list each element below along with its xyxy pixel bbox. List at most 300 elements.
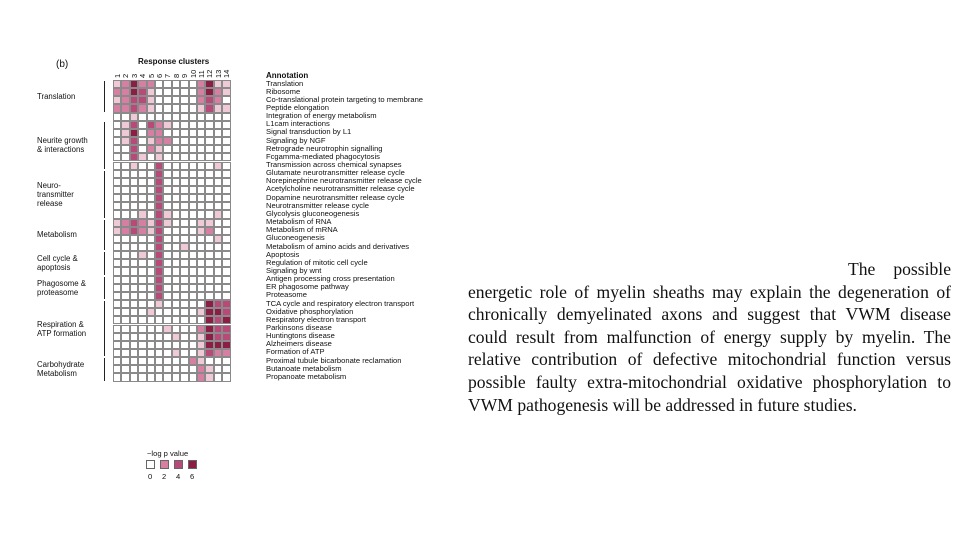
heatmap-cell <box>197 325 205 333</box>
row-label: Propanoate metabolism <box>266 371 347 381</box>
row-label: Proteasome <box>266 290 307 300</box>
heatmap-cell <box>155 194 163 202</box>
heatmap-cell <box>138 300 146 308</box>
heatmap-cell <box>138 276 146 284</box>
heatmap-cell <box>205 219 213 227</box>
heatmap-cell <box>113 341 121 349</box>
heatmap-cell <box>147 137 155 145</box>
heatmap-cell <box>163 121 171 129</box>
heatmap-cell <box>163 219 171 227</box>
heatmap-cell <box>172 276 180 284</box>
heatmap-cell <box>172 194 180 202</box>
heatmap-cell <box>197 276 205 284</box>
heatmap-cell <box>180 104 188 112</box>
heatmap-cell <box>113 300 121 308</box>
heatmap-cell <box>130 121 138 129</box>
column-label-12: 12 <box>205 69 215 78</box>
heatmap-cell <box>155 88 163 96</box>
heatmap-cell <box>222 235 230 243</box>
heatmap-cell <box>163 210 171 218</box>
heatmap-cell <box>130 365 138 373</box>
heatmap-cell <box>214 104 222 112</box>
heatmap-cell <box>180 251 188 259</box>
heatmap-cell <box>222 333 230 341</box>
column-label-4: 4 <box>138 73 148 78</box>
heatmap-cell <box>147 235 155 243</box>
column-label-13: 13 <box>213 69 223 78</box>
heatmap-cell <box>172 300 180 308</box>
heatmap-cell <box>180 145 188 153</box>
heatmap-cell <box>214 88 222 96</box>
row-label: Signaling by wnt <box>266 265 322 275</box>
heatmap-cell <box>155 104 163 112</box>
heatmap-cell <box>163 145 171 153</box>
heatmap-cell <box>214 210 222 218</box>
group-bracket <box>104 220 105 251</box>
row-label: Regulation of mitotic cell cycle <box>266 257 368 267</box>
heatmap-cell <box>189 251 197 259</box>
heatmap-cell <box>205 170 213 178</box>
heatmap-cell <box>163 80 171 88</box>
heatmap-cell <box>113 137 121 145</box>
heatmap-cell <box>222 357 230 365</box>
heatmap-cell <box>172 80 180 88</box>
heatmap-cell <box>205 80 213 88</box>
heatmap-cell <box>222 316 230 324</box>
heatmap-cell <box>180 194 188 202</box>
heatmap-cell <box>189 202 197 210</box>
heatmap-cell <box>155 219 163 227</box>
heatmap-cell <box>189 137 197 145</box>
row-label: Metabolism of RNA <box>266 217 332 227</box>
heatmap-cell <box>180 316 188 324</box>
heatmap-cell <box>172 145 180 153</box>
heatmap-cell <box>205 210 213 218</box>
heatmap-cell <box>172 219 180 227</box>
heatmap-cell <box>180 210 188 218</box>
heatmap-cell <box>172 357 180 365</box>
heatmap-cell <box>138 219 146 227</box>
heatmap-cell <box>180 292 188 300</box>
group-bracket <box>104 171 105 218</box>
column-label-14: 14 <box>222 69 232 78</box>
heatmap-cell <box>172 292 180 300</box>
heatmap-cell <box>222 113 230 121</box>
heatmap-cell <box>180 325 188 333</box>
group-label: Neuro- transmitter release <box>37 180 74 208</box>
heatmap-cell <box>214 235 222 243</box>
column-label-1: 1 <box>113 73 122 78</box>
heatmap-cell <box>222 88 230 96</box>
row-label: Integration of energy metabolism <box>266 111 377 121</box>
heatmap-cell <box>197 251 205 259</box>
heatmap-cell <box>197 316 205 324</box>
heatmap-cell <box>113 80 121 88</box>
heatmap-cell <box>163 316 171 324</box>
heatmap-cell <box>197 170 205 178</box>
heatmap-cell <box>155 276 163 284</box>
heatmap-cell <box>121 121 129 129</box>
heatmap-cell <box>155 227 163 235</box>
heatmap-cell <box>163 162 171 170</box>
heatmap-cell <box>138 129 146 137</box>
heatmap-cell <box>163 276 171 284</box>
heatmap-cell <box>189 162 197 170</box>
heatmap-cell <box>172 210 180 218</box>
heatmap-cell <box>205 276 213 284</box>
heatmap-cell <box>130 178 138 186</box>
heatmap-cell <box>189 129 197 137</box>
heatmap-cell <box>130 186 138 194</box>
legend-swatch <box>188 460 197 469</box>
row-label: Apoptosis <box>266 249 300 259</box>
heatmap-cell <box>172 137 180 145</box>
heatmap-cell <box>197 259 205 267</box>
heatmap-cell <box>205 365 213 373</box>
heatmap-cell <box>138 292 146 300</box>
heatmap-cell <box>197 349 205 357</box>
heatmap-cell <box>180 300 188 308</box>
heatmap-cell <box>163 341 171 349</box>
heatmap-cell <box>197 129 205 137</box>
row-label: Fcgamma-mediated phagocytosis <box>266 151 380 161</box>
heatmap-cell <box>172 202 180 210</box>
heatmap-cell <box>138 121 146 129</box>
heatmap-cell <box>147 292 155 300</box>
heatmap-cell <box>197 267 205 275</box>
heatmap-cell <box>130 227 138 235</box>
heatmap-cell <box>197 202 205 210</box>
heatmap-cell <box>138 80 146 88</box>
heatmap-cell <box>214 219 222 227</box>
heatmap-cell <box>138 349 146 357</box>
heatmap-cell <box>163 365 171 373</box>
heatmap-cell <box>130 104 138 112</box>
heatmap-cell <box>138 162 146 170</box>
heatmap-cell <box>180 178 188 186</box>
heatmap-cell <box>222 276 230 284</box>
heatmap-cell <box>197 96 205 104</box>
heatmap-cell <box>155 235 163 243</box>
column-label-2: 2 <box>121 73 131 78</box>
heatmap-cell <box>121 276 129 284</box>
column-label-9: 9 <box>180 73 190 78</box>
heatmap-cell <box>121 325 129 333</box>
heatmap-cell <box>130 349 138 357</box>
heatmap-cell <box>214 178 222 186</box>
heatmap-cell <box>205 178 213 186</box>
heatmap-cell <box>147 276 155 284</box>
heatmap-cell <box>113 308 121 316</box>
heatmap-cell <box>189 259 197 267</box>
row-label: Huntingtons disease <box>266 331 335 341</box>
heatmap-cell <box>189 194 197 202</box>
heatmap-cell <box>180 243 188 251</box>
heatmap-cell <box>205 137 213 145</box>
heatmap-cell <box>172 227 180 235</box>
heatmap-cell <box>205 194 213 202</box>
heatmap-cell <box>222 284 230 292</box>
heatmap-cell <box>222 80 230 88</box>
heatmap-cell <box>214 341 222 349</box>
heatmap-cell <box>180 284 188 292</box>
heatmap-cell <box>121 88 129 96</box>
heatmap-cell <box>197 357 205 365</box>
heatmap-cell <box>222 365 230 373</box>
group-bracket <box>104 358 105 380</box>
heatmap-cell <box>147 170 155 178</box>
heatmap-cell <box>172 325 180 333</box>
heatmap-cell <box>113 96 121 104</box>
heatmap-cell <box>197 292 205 300</box>
heatmap-cell <box>113 202 121 210</box>
heatmap-cell <box>121 365 129 373</box>
heatmap-cell <box>189 88 197 96</box>
group-label: Phagosome & proteasome <box>37 278 86 297</box>
heatmap-cell <box>180 88 188 96</box>
heatmap-cell <box>180 333 188 341</box>
group-bracket <box>104 252 105 274</box>
heatmap-cell <box>147 210 155 218</box>
heatmap-cell <box>214 170 222 178</box>
heatmap-cell <box>138 194 146 202</box>
group-label: Translation <box>37 91 76 101</box>
heatmap-cell <box>189 276 197 284</box>
heatmap-cell <box>163 129 171 137</box>
heatmap-cell <box>155 251 163 259</box>
row-label: Proximal tubule bicarbonate reclamation <box>266 355 402 365</box>
heatmap-cell <box>130 259 138 267</box>
heatmap-cell <box>205 292 213 300</box>
heatmap-cell <box>147 113 155 121</box>
heatmap-cell <box>138 373 146 381</box>
heatmap-cell <box>147 267 155 275</box>
heatmap-cell <box>130 251 138 259</box>
heatmap-cell <box>189 80 197 88</box>
heatmap-cell <box>147 300 155 308</box>
heatmap-cell <box>189 292 197 300</box>
heatmap-cell <box>180 129 188 137</box>
heatmap-cell <box>113 235 121 243</box>
heatmap-cell <box>147 373 155 381</box>
heatmap-cell <box>138 227 146 235</box>
heatmap-cell <box>163 96 171 104</box>
heatmap-cell <box>113 251 121 259</box>
heatmap-cell <box>121 341 129 349</box>
heatmap-cell <box>113 219 121 227</box>
heatmap-cell <box>147 178 155 186</box>
heatmap-cell <box>180 357 188 365</box>
heatmap-cell <box>138 104 146 112</box>
heatmap-cell <box>222 251 230 259</box>
heatmap-cell <box>180 162 188 170</box>
heatmap-cell <box>155 96 163 104</box>
heatmap-cell <box>205 153 213 161</box>
heatmap-cell <box>172 88 180 96</box>
heatmap-cell <box>155 153 163 161</box>
heatmap-cell <box>121 96 129 104</box>
heatmap-cell <box>214 202 222 210</box>
heatmap-cell <box>222 308 230 316</box>
heatmap-cell <box>197 333 205 341</box>
heatmap-cell <box>130 202 138 210</box>
heatmap-cell <box>180 235 188 243</box>
heatmap-cell <box>155 145 163 153</box>
heatmap-cell <box>121 284 129 292</box>
heatmap-cell <box>189 341 197 349</box>
heatmap-cell <box>222 373 230 381</box>
heatmap-cell <box>189 349 197 357</box>
heatmap-cell <box>172 308 180 316</box>
column-label-11: 11 <box>197 70 206 78</box>
heatmap-cell <box>155 284 163 292</box>
heatmap-cell <box>214 80 222 88</box>
heatmap-cell <box>214 308 222 316</box>
heatmap-cell <box>214 145 222 153</box>
heatmap-cell <box>189 113 197 121</box>
heatmap-cell <box>172 349 180 357</box>
heatmap-cell <box>172 251 180 259</box>
heatmap-cell <box>138 210 146 218</box>
heatmap-cell <box>113 316 121 324</box>
heatmap-cell <box>222 194 230 202</box>
row-label: Neurotransmitter release cycle <box>266 200 369 210</box>
heatmap-cell <box>138 357 146 365</box>
heatmap-cell <box>130 137 138 145</box>
heatmap-cell <box>130 341 138 349</box>
heatmap-cell <box>180 219 188 227</box>
heatmap-cell <box>222 210 230 218</box>
heatmap-cell <box>189 121 197 129</box>
heatmap-cell <box>121 153 129 161</box>
heatmap-cell <box>155 365 163 373</box>
heatmap-cell <box>121 333 129 341</box>
row-label: TCA cycle and respiratory electron transport <box>266 298 415 308</box>
heatmap-cell <box>214 121 222 129</box>
heatmap-cell <box>214 292 222 300</box>
heatmap-cell <box>189 96 197 104</box>
heatmap-cell <box>113 292 121 300</box>
heatmap-cell <box>113 121 121 129</box>
heatmap-cell <box>121 300 129 308</box>
heatmap-cell <box>130 267 138 275</box>
row-label: Oxidative phosphorylation <box>266 306 354 316</box>
heatmap-cell <box>130 373 138 381</box>
heatmap-cell <box>121 162 129 170</box>
heatmap-cell <box>121 210 129 218</box>
heatmap-cell <box>205 341 213 349</box>
heatmap-cell <box>147 162 155 170</box>
annotation-title: Annotation <box>266 71 309 80</box>
heatmap-cell <box>147 227 155 235</box>
heatmap-cell <box>155 292 163 300</box>
heatmap-cell <box>172 373 180 381</box>
heatmap-cell <box>155 243 163 251</box>
legend-swatch <box>160 460 169 469</box>
heatmap-cell <box>180 373 188 381</box>
row-label: Retrograde neurotrophin signalling <box>266 143 383 153</box>
heatmap-cell <box>163 88 171 96</box>
heatmap-cell <box>214 251 222 259</box>
legend-tick: 2 <box>162 472 167 481</box>
heatmap-cell <box>197 210 205 218</box>
heatmap-cell <box>180 80 188 88</box>
heatmap-cell <box>155 341 163 349</box>
heatmap-cell <box>138 308 146 316</box>
heatmap-cell <box>147 365 155 373</box>
heatmap-cell <box>163 284 171 292</box>
column-label-5: 5 <box>146 73 156 78</box>
heatmap-cell <box>155 333 163 341</box>
heatmap-cell <box>197 162 205 170</box>
heatmap-cell <box>163 202 171 210</box>
heatmap-cell <box>121 349 129 357</box>
heatmap-cell <box>113 284 121 292</box>
heatmap-cell <box>205 145 213 153</box>
heatmap-cell <box>172 129 180 137</box>
heatmap-cell <box>205 129 213 137</box>
column-label-10: 10 <box>188 69 198 78</box>
heatmap-cell <box>189 186 197 194</box>
heatmap-cell <box>172 170 180 178</box>
heatmap-cell <box>197 88 205 96</box>
heatmap-cell <box>189 227 197 235</box>
heatmap-cell <box>214 365 222 373</box>
heatmap-cell <box>147 316 155 324</box>
heatmap-cell <box>205 300 213 308</box>
group-label: Neurite growth & interactions <box>37 136 88 155</box>
heatmap-cell <box>138 137 146 145</box>
heatmap-cell <box>222 219 230 227</box>
heatmap-cell <box>180 202 188 210</box>
heatmap-cell <box>147 104 155 112</box>
heatmap-cell <box>147 96 155 104</box>
heatmap-cell <box>222 227 230 235</box>
heatmap-cell <box>189 145 197 153</box>
heatmap-cell <box>222 267 230 275</box>
heatmap-cell <box>130 316 138 324</box>
heatmap-cell <box>189 267 197 275</box>
heatmap-cell <box>214 129 222 137</box>
heatmap-cell <box>172 341 180 349</box>
heatmap-cell <box>163 178 171 186</box>
row-label: Acetylcholine neurotransmitter release cycle <box>266 184 415 194</box>
heatmap-cell <box>205 121 213 129</box>
panel-label: (b) <box>56 59 69 70</box>
heatmap-cell <box>180 96 188 104</box>
heatmap-cell <box>147 145 155 153</box>
heatmap-cell <box>222 349 230 357</box>
heatmap-cell <box>205 308 213 316</box>
heatmap-cell <box>205 267 213 275</box>
heatmap-cell <box>189 284 197 292</box>
heatmap-cell <box>180 121 188 129</box>
heatmap-cell <box>130 194 138 202</box>
row-label: Butanoate metabolism <box>266 363 342 373</box>
heatmap-cell <box>147 88 155 96</box>
heatmap-cell <box>222 137 230 145</box>
heatmap-cell <box>214 186 222 194</box>
group-label: Carbohydrate Metabolism <box>37 360 85 379</box>
heatmap-cell <box>205 259 213 267</box>
heatmap-cell <box>180 365 188 373</box>
heatmap-cell <box>172 365 180 373</box>
heatmap-cell <box>147 333 155 341</box>
heatmap-cell <box>155 186 163 194</box>
heatmap-cell <box>163 251 171 259</box>
heatmap-cell <box>163 153 171 161</box>
heatmap-cell <box>155 349 163 357</box>
